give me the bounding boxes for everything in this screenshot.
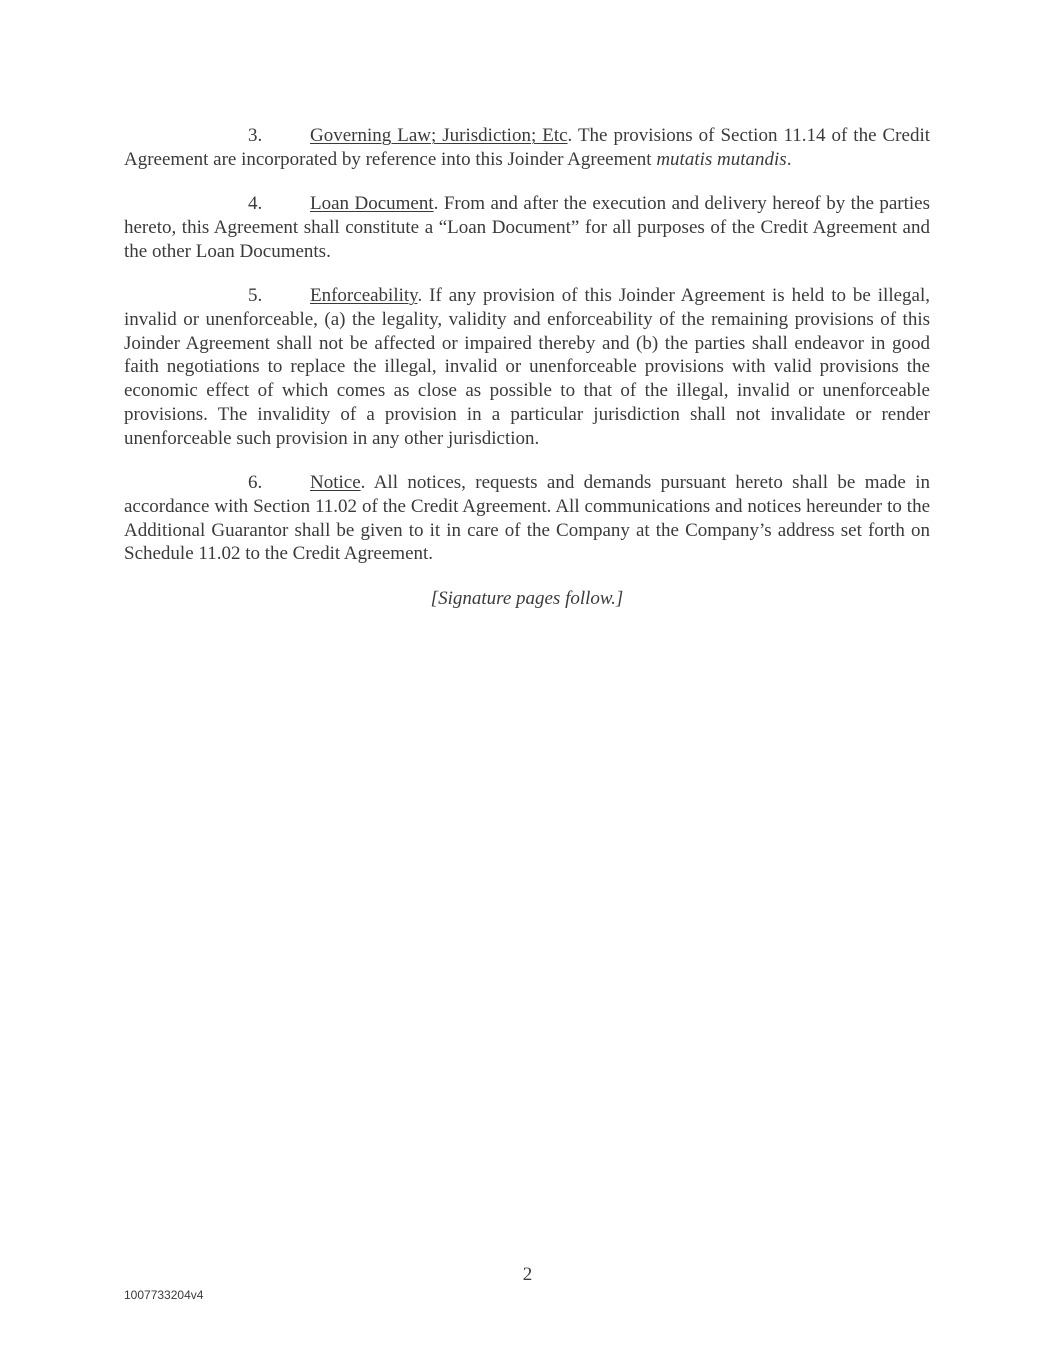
section-text: . The provisions of Section 11.14 of the Credit Agreement are incorporated by reference into this Joinder Agreement: [124, 125, 931, 170]
section-number: 4.: [248, 193, 263, 215]
section-text: . If any provision of this Joinder Agreement is held to be illegal, invalid or unenforceable, (a) the legality, validity and enforceability of the remaining provisions of this Joinder Agreement shall not be affected or impaired thereby and (b) the parties shall endeavor in good faith negotiations to replace the illegal, invalid or unenforceable provisions with valid provisions the economic effect of which comes as close as possible to that of the illegal, invalid or unenforceable provisions. The invalidity of a provision in a particular jurisdiction shall not invalidate or render unenforceable such provision in any other jurisdiction.: [124, 284, 930, 449]
section-3: [124, 124, 930, 172]
section-5: [124, 284, 930, 451]
section-text: . All notices, requests and demands pursuant hereto shall be made in accordance with Section 11.02 of the Credit Agreement. All communications and notices hereunder to the Additional Guarantor shall be given to it in care of the Company at the Company’s address set forth on Schedule 11.02 to the Credit Agreement.: [124, 472, 930, 565]
signature-note: [Signature pages follow.]: [430, 587, 624, 609]
page-number: 2: [522, 1264, 533, 1285]
section-number: 5.: [248, 284, 263, 306]
section-heading: Governing Law; Jurisdiction; Etc: [310, 125, 568, 146]
section-heading: Enforceability: [310, 284, 418, 306]
section-4: [124, 192, 930, 263]
section-6: [124, 471, 930, 566]
section-number: 6.: [248, 472, 263, 494]
document-id: 1007733204v4: [124, 1288, 204, 1302]
section-text-end: .: [786, 148, 792, 170]
document-body: [124, 124, 930, 611]
section-heading: Loan Document: [310, 193, 434, 215]
section-italic-text: mutatis mutandis: [656, 148, 787, 170]
section-text: . From and after the execution and delivery hereof by the parties hereto, this Agreement shall constitute a “Loan Document” for all purposes of the Credit Agreement and the other Loan Documents.: [124, 193, 930, 262]
section-number: 3.: [248, 125, 263, 146]
section-heading: Notice: [310, 472, 361, 494]
